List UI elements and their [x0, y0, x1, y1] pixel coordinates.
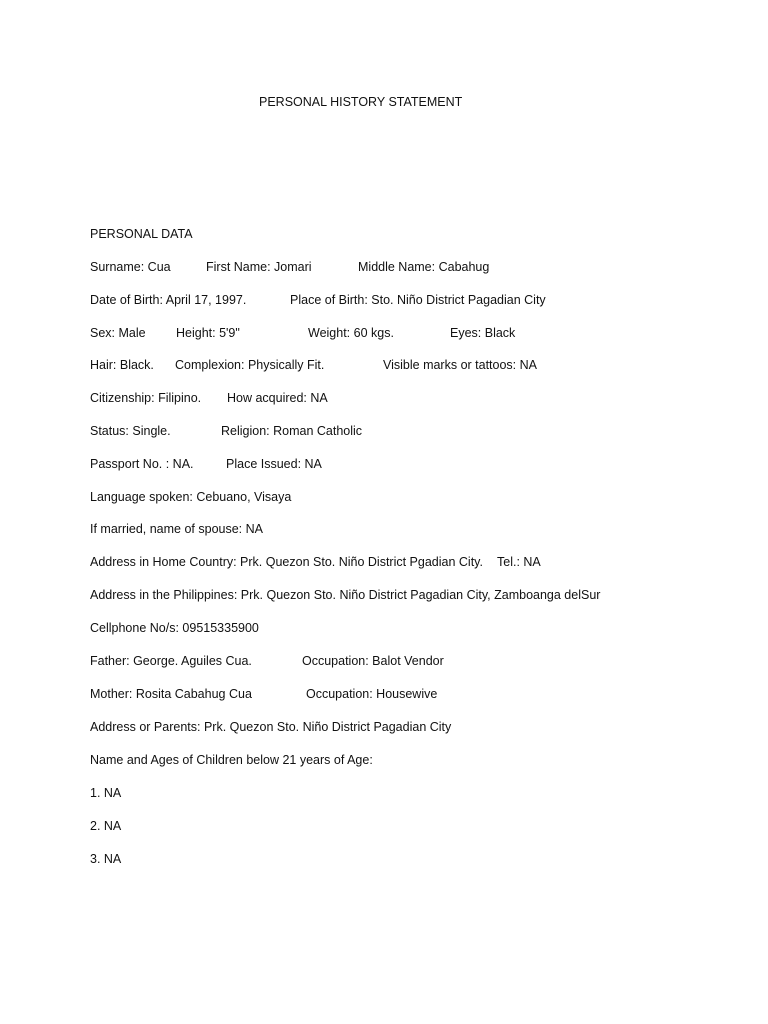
section-heading-row [90, 226, 750, 242]
height-field: Height: 5'9" [176, 326, 240, 340]
first-name-field: First Name: Jomari [206, 260, 312, 274]
tel-field: Tel.: NA [497, 555, 541, 569]
mother-field: Mother: Rosita Cabahug Cua [90, 687, 252, 701]
language-row [90, 489, 750, 505]
citizenship-row [90, 390, 750, 406]
birth-row [90, 292, 750, 308]
child-entry-2: 2. NA [90, 819, 122, 833]
status-field: Status: Single. [90, 424, 171, 438]
status-row [90, 423, 750, 439]
sex-field: Sex: Male [90, 326, 146, 340]
address-philippines-field: Address in the Philippines: Prk. Quezon Sto. Niño District Pagadian City, Zamboanga delSur [90, 588, 601, 602]
address-parents-field: Address or Parents: Prk. Quezon Sto. Niño District Pagadian City [90, 720, 452, 734]
eyes-field: Eyes: Black [450, 326, 516, 340]
address-home-country-field: Address in Home Country: Prk. Quezon Sto. Niño District Pgadian City. [90, 555, 483, 569]
place-of-birth-field: Place of Birth: Sto. Niño District Pagadian City [290, 293, 546, 307]
mother-row [90, 686, 750, 702]
parents-address-row [90, 719, 750, 735]
section-heading: PERSONAL DATA [90, 227, 193, 241]
passport-row [90, 456, 750, 472]
name-row [90, 259, 750, 275]
father-field: Father: George. Aguiles Cua. [90, 654, 252, 668]
place-issued-field: Place Issued: NA [226, 457, 322, 471]
date-of-birth-field: Date of Birth: April 17, 1997. [90, 293, 247, 307]
appearance-row [90, 357, 750, 373]
middle-name-field: Middle Name: Cabahug [358, 260, 490, 274]
home-address-row [90, 554, 750, 570]
children-heading: Name and Ages of Children below 21 years of Age: [90, 753, 373, 767]
passport-no-field: Passport No. : NA. [90, 457, 194, 471]
surname-field: Surname: Cua [90, 260, 171, 274]
spouse-row [90, 521, 750, 537]
visible-marks-field: Visible marks or tattoos: NA [383, 358, 537, 372]
cellphone-row [90, 620, 750, 636]
complexion-field: Complexion: Physically Fit. [175, 358, 325, 372]
child-entry-1: 1. NA [90, 786, 122, 800]
ph-address-row [90, 587, 750, 603]
spouse-field: If married, name of spouse: NA [90, 522, 263, 536]
religion-field: Religion: Roman Catholic [221, 424, 363, 438]
physical-row [90, 325, 750, 341]
weight-field: Weight: 60 kgs. [308, 326, 394, 340]
mother-occupation-field: Occupation: Housewive [306, 687, 438, 701]
hair-field: Hair: Black. [90, 358, 154, 372]
cellphone-field: Cellphone No/s: 09515335900 [90, 621, 259, 635]
language-spoken-field: Language spoken: Cebuano, Visaya [90, 490, 292, 504]
citizenship-field: Citizenship: Filipino. [90, 391, 202, 405]
father-occupation-field: Occupation: Balot Vendor [302, 654, 444, 668]
how-acquired-field: How acquired: NA [227, 391, 328, 405]
list-item [90, 851, 750, 867]
child-entry-3: 3. NA [90, 852, 122, 866]
document-title: PERSONAL HISTORY STATEMENT [259, 95, 463, 109]
father-row [90, 653, 750, 669]
list-item [90, 785, 750, 801]
list-item [90, 818, 750, 834]
children-heading-row [90, 752, 750, 768]
